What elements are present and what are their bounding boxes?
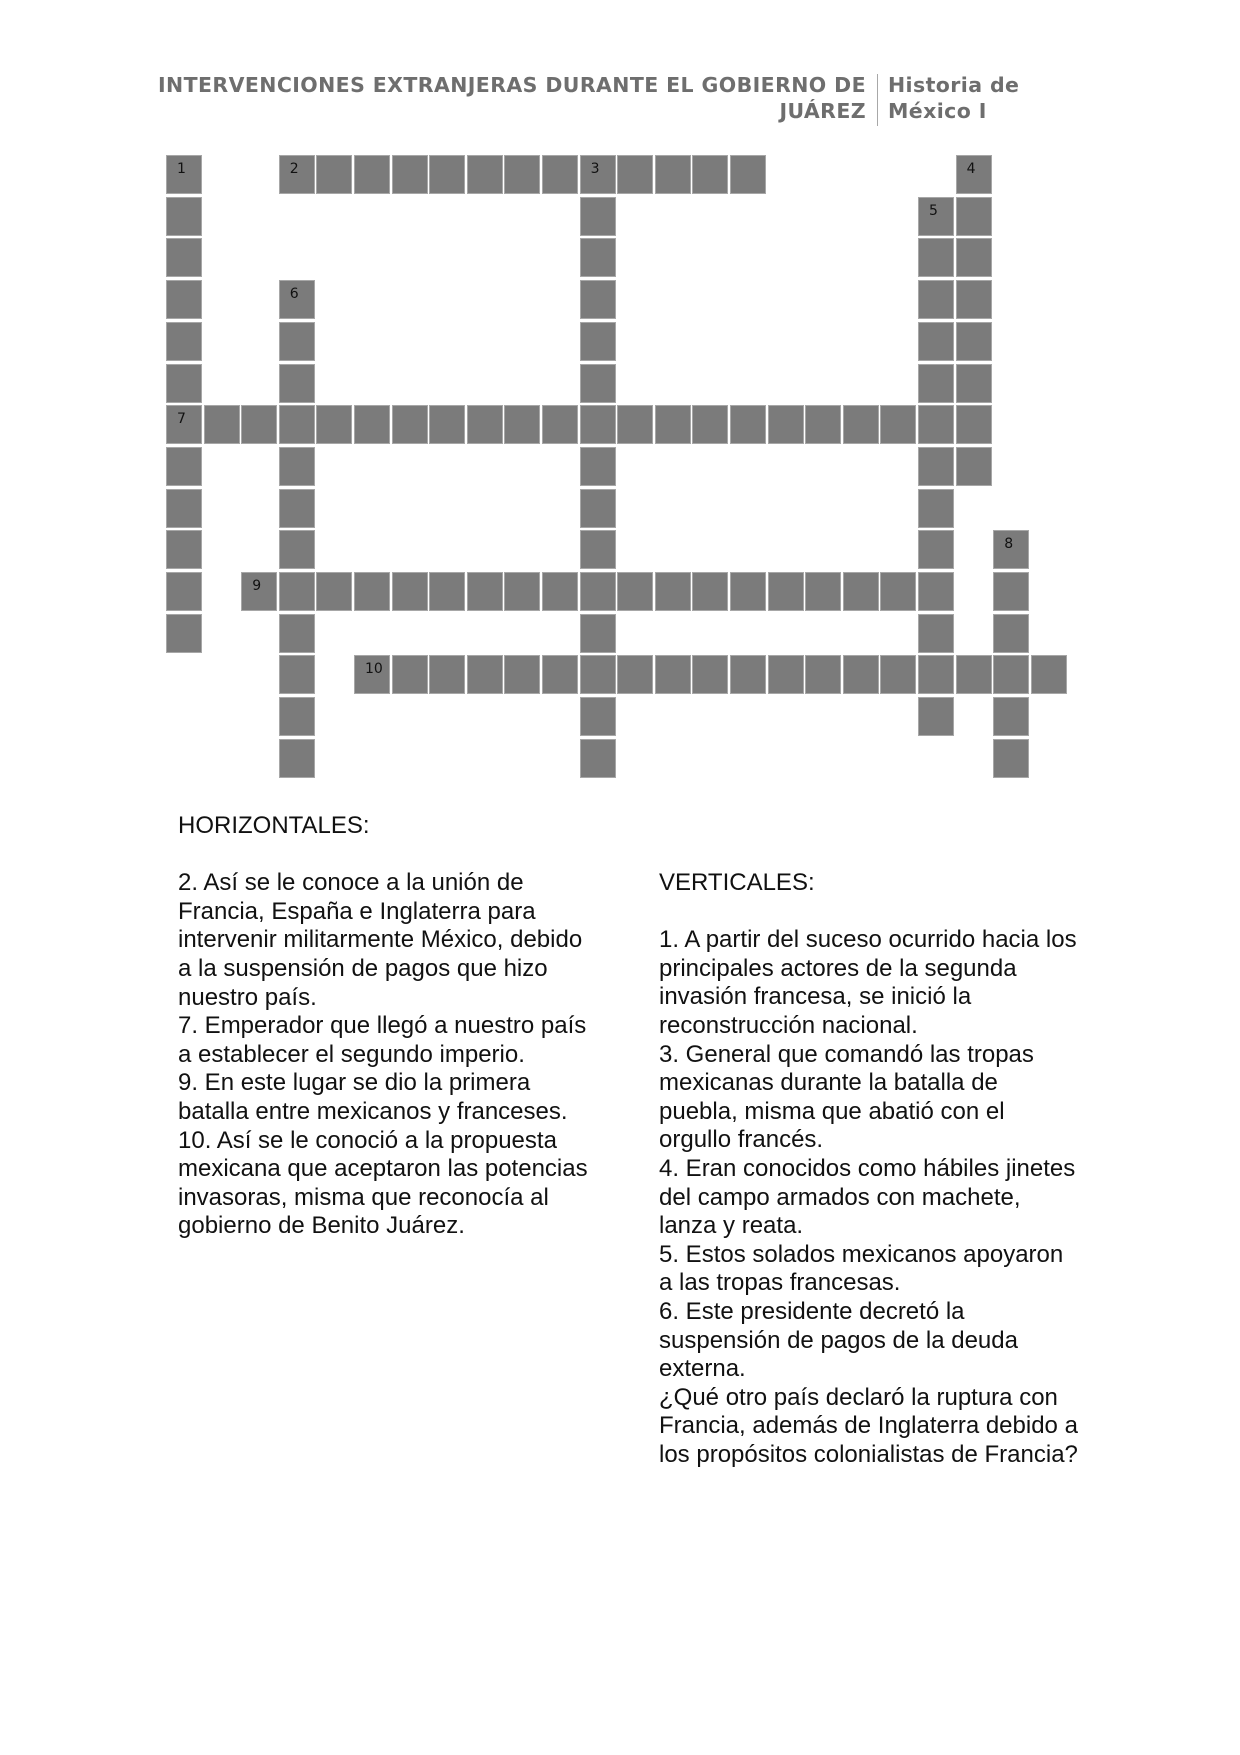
crossword-cell[interactable] xyxy=(354,655,390,694)
crossword-cell[interactable] xyxy=(429,572,465,611)
crossword-cell[interactable] xyxy=(805,405,841,444)
crossword-cell[interactable] xyxy=(279,739,315,778)
horizontal-clue: 9. En este lugar se dio la primera batalla entre mexicanos y franceses. xyxy=(178,1069,568,1125)
crossword-cell[interactable] xyxy=(692,405,728,444)
crossword-cell[interactable] xyxy=(241,405,277,444)
crossword-cell[interactable] xyxy=(993,655,1029,694)
crossword-cell[interactable] xyxy=(956,447,992,486)
crossword-cell[interactable] xyxy=(993,697,1029,736)
verticales-heading: VERTICALES: xyxy=(659,869,815,896)
crossword-cell[interactable] xyxy=(166,530,202,569)
clue-number: 2 xyxy=(289,161,299,177)
crossword-cell[interactable] xyxy=(918,280,954,319)
crossword-cell[interactable] xyxy=(918,572,954,611)
crossword-cell[interactable] xyxy=(580,405,616,444)
clue-number: 7 xyxy=(177,411,186,428)
crossword-cell[interactable] xyxy=(354,155,390,194)
crossword-cell[interactable] xyxy=(392,655,428,694)
clue-number: 5 xyxy=(929,202,938,219)
crossword-cell[interactable] xyxy=(768,655,804,694)
crossword-cell[interactable] xyxy=(918,405,954,444)
crossword-cell[interactable] xyxy=(580,655,616,694)
vertical-clue: 5. Estos solados mexicanos apoyaron a las tropas francesas. xyxy=(659,1240,1064,1297)
crossword-cell[interactable] xyxy=(993,614,1029,653)
clue-number: 9 xyxy=(252,578,262,594)
crossword-cell[interactable] xyxy=(843,405,879,444)
crossword-cell[interactable] xyxy=(617,405,653,444)
crossword-cell[interactable] xyxy=(279,155,315,194)
crossword-cell[interactable] xyxy=(655,655,691,694)
crossword-cell[interactable] xyxy=(166,447,202,486)
subject-title: Historia de México I xyxy=(888,73,1020,123)
crossword-cell[interactable] xyxy=(918,238,954,277)
crossword-cell[interactable] xyxy=(279,530,315,569)
crossword-cell[interactable] xyxy=(956,155,992,194)
crossword-cell[interactable] xyxy=(580,364,616,403)
crossword-cell[interactable] xyxy=(730,655,766,694)
crossword-cell[interactable] xyxy=(467,155,503,194)
crossword-cell[interactable] xyxy=(279,364,315,403)
crossword-cell[interactable] xyxy=(580,155,616,194)
crossword-cell[interactable] xyxy=(279,322,315,361)
clue-number: 10 xyxy=(365,661,383,678)
vertical-clue: 6. Este presidente decretó la suspensión de pagos de la deuda externa. xyxy=(659,1297,1018,1383)
crossword-cell[interactable] xyxy=(392,405,428,444)
crossword-cell[interactable] xyxy=(617,572,653,611)
crossword-cell[interactable] xyxy=(279,489,315,528)
crossword-cell[interactable] xyxy=(166,280,202,319)
vertical-clue: 3. General que comandó las tropas mexicanas durante la batalla de puebla, misma que abatió con el orgullo francés. xyxy=(659,1040,1034,1154)
crossword-cell[interactable] xyxy=(429,405,465,444)
crossword-cell[interactable] xyxy=(204,405,240,444)
crossword-cell[interactable] xyxy=(655,155,691,194)
crossword-cell[interactable] xyxy=(730,155,766,194)
crossword-cell[interactable] xyxy=(880,405,916,444)
crossword-cell[interactable] xyxy=(354,572,390,611)
crossword-cell[interactable] xyxy=(542,155,578,194)
crossword-cell[interactable] xyxy=(993,530,1029,569)
crossword-cell[interactable] xyxy=(617,655,653,694)
crossword-cell[interactable] xyxy=(993,739,1029,778)
crossword-cell[interactable] xyxy=(166,572,202,611)
horizontales-section xyxy=(178,812,598,1241)
crossword-cell[interactable] xyxy=(392,155,428,194)
crossword-cell[interactable] xyxy=(504,405,540,444)
crossword-cell[interactable] xyxy=(956,238,992,277)
document-title: INTERVENCIONES EXTRANJERAS DURANTE EL GOBIERNO DE JUÁREZ xyxy=(158,73,866,123)
crossword-cell[interactable] xyxy=(279,405,315,444)
crossword-cell[interactable] xyxy=(467,655,503,694)
crossword-cell[interactable] xyxy=(956,322,992,361)
crossword-cell[interactable] xyxy=(918,530,954,569)
crossword-cell[interactable] xyxy=(692,655,728,694)
crossword-cell[interactable] xyxy=(918,447,954,486)
crossword-cell[interactable] xyxy=(580,280,616,319)
crossword-cell[interactable] xyxy=(956,405,992,444)
crossword-cell[interactable] xyxy=(166,614,202,653)
crossword-cell[interactable] xyxy=(692,155,728,194)
crossword-cell[interactable] xyxy=(279,614,315,653)
crossword-cell[interactable] xyxy=(692,572,728,611)
crossword-cell[interactable] xyxy=(580,614,616,653)
crossword-cell[interactable] xyxy=(843,655,879,694)
crossword-cell[interactable] xyxy=(580,322,616,361)
horizontal-clue: 7. Emperador que llegó a nuestro país a establecer el segundo imperio. xyxy=(178,1012,587,1068)
crossword-cell[interactable] xyxy=(580,447,616,486)
clue-number: 3 xyxy=(590,161,600,177)
crossword-cell[interactable] xyxy=(655,405,691,444)
crossword-cell[interactable] xyxy=(768,572,804,611)
crossword-cell[interactable] xyxy=(504,572,540,611)
crossword-cell[interactable] xyxy=(956,197,992,236)
horizontales-heading: HORIZONTALES: xyxy=(178,812,370,839)
crossword-cell[interactable] xyxy=(166,197,202,236)
crossword-cell[interactable] xyxy=(279,697,315,736)
crossword-cell[interactable] xyxy=(580,530,616,569)
clue-number: 1 xyxy=(177,161,186,177)
crossword-cell[interactable] xyxy=(429,655,465,694)
crossword-grid xyxy=(0,0,1240,800)
crossword-cell[interactable] xyxy=(1031,655,1067,694)
verticales-section xyxy=(659,869,1079,1469)
crossword-cell[interactable] xyxy=(918,489,954,528)
crossword-cell[interactable] xyxy=(279,280,315,319)
clue-number: 8 xyxy=(1004,536,1014,553)
crossword-cell[interactable] xyxy=(467,572,503,611)
vertical-clue: ¿Qué otro país declaró la ruptura con Francia, además de Inglaterra debido a los propósitos colonialistas de Francia? xyxy=(659,1383,1078,1468)
vertical-clue: 1. A partir del suceso ocurrido hacia los principales actores de la segunda invasión francesa, se inició la reconstrucción nacional. xyxy=(659,926,1077,1039)
crossword-cell[interactable] xyxy=(580,238,616,277)
crossword-cell[interactable] xyxy=(843,572,879,611)
crossword-cell[interactable] xyxy=(880,655,916,694)
clue-number: 4 xyxy=(966,161,976,177)
crossword-cell[interactable] xyxy=(730,572,766,611)
crossword-cell[interactable] xyxy=(166,489,202,528)
crossword-cell[interactable] xyxy=(768,405,804,444)
crossword-cell[interactable] xyxy=(730,405,766,444)
crossword-cell[interactable] xyxy=(316,155,352,194)
crossword-cell[interactable] xyxy=(166,155,202,194)
crossword-cell[interactable] xyxy=(392,572,428,611)
crossword-cell[interactable] xyxy=(429,155,465,194)
crossword-cell[interactable] xyxy=(504,655,540,694)
crossword-cell[interactable] xyxy=(166,405,202,444)
crossword-cell[interactable] xyxy=(918,322,954,361)
crossword-cell[interactable] xyxy=(918,697,954,736)
crossword-cell[interactable] xyxy=(655,572,691,611)
crossword-cell[interactable] xyxy=(542,405,578,444)
crossword-cell[interactable] xyxy=(918,614,954,653)
crossword-cell[interactable] xyxy=(956,655,992,694)
crossword-cell[interactable] xyxy=(580,489,616,528)
clue-number: 6 xyxy=(289,286,299,303)
crossword-cell[interactable] xyxy=(617,155,653,194)
horizontal-clue: 10. Así se le conoció a la propuesta mexicana que aceptaron las potencias invasoras, misma que reconocía al gobierno de Benito Juárez. xyxy=(178,1126,588,1240)
crossword-cell[interactable] xyxy=(956,364,992,403)
crossword-cell[interactable] xyxy=(467,405,503,444)
crossword-cell[interactable] xyxy=(316,405,352,444)
crossword-cell[interactable] xyxy=(166,364,202,403)
crossword-cell[interactable] xyxy=(279,655,315,694)
crossword-cell[interactable] xyxy=(805,655,841,694)
crossword-cell[interactable] xyxy=(580,197,616,236)
crossword-cell[interactable] xyxy=(993,572,1029,611)
crossword-cell[interactable] xyxy=(956,280,992,319)
crossword-cell[interactable] xyxy=(166,238,202,277)
crossword-cell[interactable] xyxy=(880,572,916,611)
crossword-cell[interactable] xyxy=(580,739,616,778)
crossword-cell[interactable] xyxy=(542,655,578,694)
crossword-cell[interactable] xyxy=(316,572,352,611)
crossword-cell[interactable] xyxy=(504,155,540,194)
crossword-cell[interactable] xyxy=(918,364,954,403)
crossword-cell[interactable] xyxy=(918,655,954,694)
crossword-cell[interactable] xyxy=(279,572,315,611)
crossword-cell[interactable] xyxy=(166,322,202,361)
crossword-cell[interactable] xyxy=(580,572,616,611)
crossword-cell[interactable] xyxy=(542,572,578,611)
crossword-cell[interactable] xyxy=(918,197,954,236)
vertical-clue: 4. Eran conocidos como hábiles jinetes del campo armados con machete, lanza y reata. xyxy=(659,1154,1076,1240)
crossword-cell[interactable] xyxy=(241,572,277,611)
crossword-cell[interactable] xyxy=(805,572,841,611)
crossword-cell[interactable] xyxy=(354,405,390,444)
crossword-cell[interactable] xyxy=(279,447,315,486)
crossword-cell[interactable] xyxy=(580,697,616,736)
horizontal-clue: 2. Así se le conoce a la unión de Francia, España e Inglaterra para intervenir militarmente México, debido a la suspensión de pagos que hizo nuestro país. xyxy=(178,869,583,1011)
